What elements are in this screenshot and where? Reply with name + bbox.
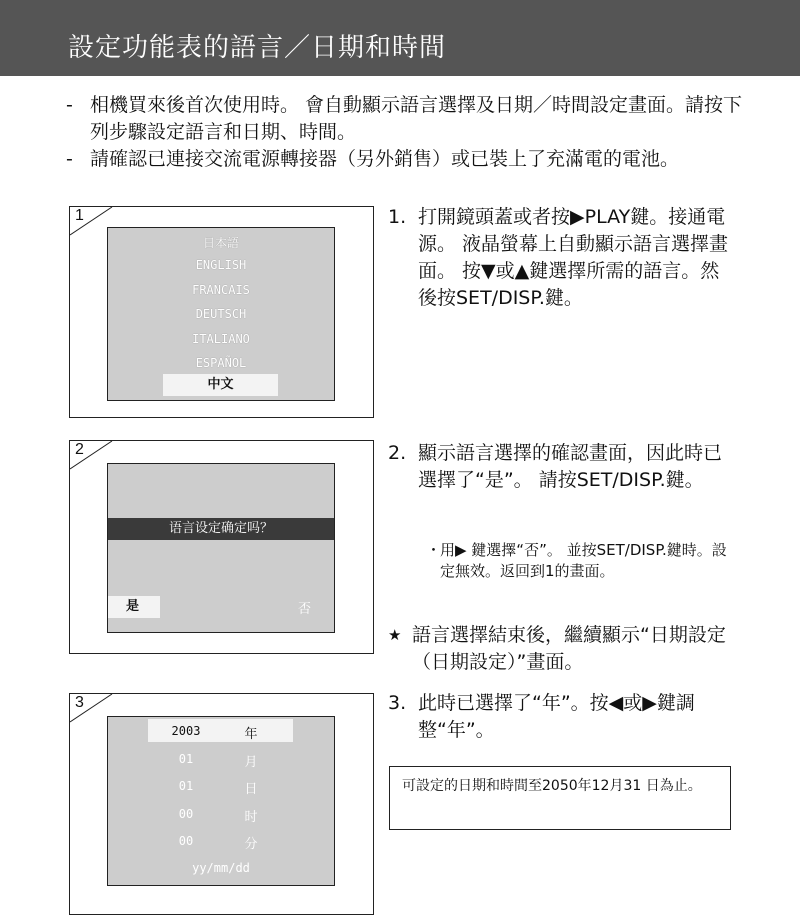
confirm-screen (107, 463, 335, 633)
panel-number: 1 (75, 207, 84, 224)
step1-panel (69, 206, 374, 418)
date-range-note: 可設定的日期和時間至2050年12月31 日為止。 (389, 766, 731, 830)
star-note-text: 語言選擇結束後，繼續顯示“日期設定（日期設定）”畫面。 (412, 624, 726, 673)
date-screen (107, 716, 335, 886)
language-option[interactable]: 日本語 (202, 236, 239, 250)
minute-unit: 分 (244, 837, 258, 852)
step-2-text (388, 440, 738, 494)
step-description: 打開鏡頭蓋或者按▶PLAY鍵。接通電源。 液晶螢幕上自動顯示語言選擇畫面。 按▼或▲鍵選擇所需的語言。然後按SET/DISP.鍵。 (418, 206, 729, 309)
step3-panel (69, 693, 374, 915)
bullet-dash: - (66, 148, 73, 170)
no-option[interactable]: 否 (298, 602, 312, 617)
year-value[interactable]: 2003 (171, 724, 201, 738)
confirm-prompt: 语言设定确定吗？ (108, 518, 334, 540)
language-screen (107, 227, 335, 401)
language-option[interactable]: ESPAÑOL (195, 356, 247, 370)
star-icon: ★ (388, 626, 402, 644)
month-unit: 月 (244, 755, 258, 770)
step-description: 顯示語言選擇的確認畫面，因此時已選擇了“是”。 請按SET/DISP.鍵。 (418, 442, 723, 491)
bullet-dash: - (66, 94, 73, 116)
minute-value[interactable]: 00 (178, 834, 194, 848)
year-unit: 年 (244, 727, 258, 742)
panel-number: 3 (75, 694, 84, 711)
step-number: 1. (388, 206, 407, 228)
step-number: 3. (388, 692, 407, 714)
subnote-text: 用▶ 鍵選擇“否”。 並按SET/DISP.鍵時。設定無效。返回到1的畫面。 (440, 541, 727, 580)
intro-text: 相機買來後首次使用時。 會自動顯示語言選擇及日期／時間設定畫面。請按下列步驟設定語言和日期、時間。 (90, 94, 743, 143)
intro-item (66, 146, 746, 173)
intro-text: 請確認已連接交流電源轉接器（另外銷售）或已裝上了充滿電的電池。 (90, 148, 680, 170)
day-unit: 日 (244, 782, 258, 797)
page-title: 設定功能表的語言／日期和時間 (68, 33, 447, 63)
star-note (388, 622, 733, 676)
date-format[interactable]: yy/mm/dd (192, 861, 250, 875)
step2-panel (69, 440, 374, 654)
language-option[interactable]: ENGLISH (195, 258, 247, 272)
language-option-selected[interactable]: 中文 (163, 374, 278, 396)
step-number: 2. (388, 442, 407, 464)
hour-value[interactable]: 00 (178, 807, 194, 821)
hour-unit: 时 (244, 810, 258, 825)
month-value[interactable]: 01 (178, 752, 194, 766)
step2-subnote (426, 540, 736, 582)
language-option[interactable]: ITALIANO (192, 332, 250, 346)
yes-option[interactable]: 是 (108, 596, 160, 618)
language-option[interactable]: FRANCAIS (192, 283, 250, 297)
bullet-dot: ・ (426, 541, 442, 559)
day-value[interactable]: 01 (178, 779, 194, 793)
step-description: 此時已選擇了“年”。按◀或▶鍵調整“年”。 (418, 692, 695, 741)
panel-number: 2 (75, 441, 84, 458)
intro-item (66, 92, 746, 146)
step-3-text (388, 690, 738, 744)
language-option[interactable]: DEUTSCH (195, 307, 247, 321)
step-1-text (388, 204, 738, 312)
header-bar (0, 0, 800, 76)
